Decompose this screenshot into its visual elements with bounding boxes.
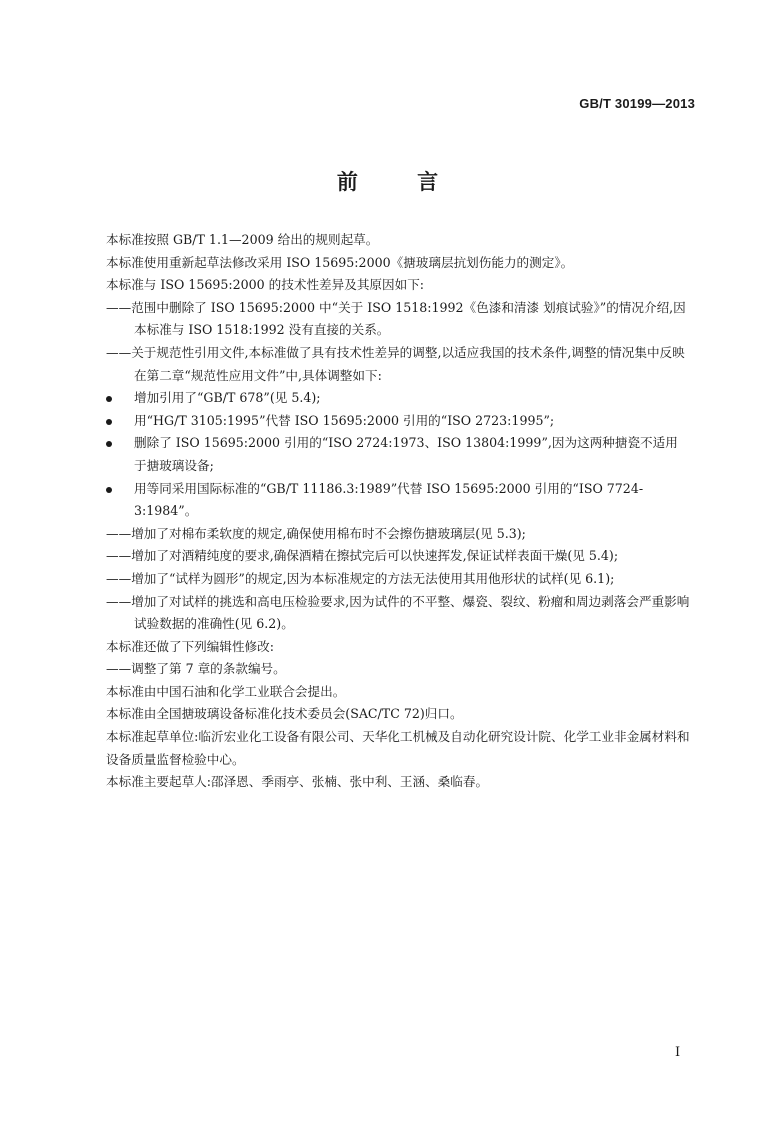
dash-item-alcohol-purity: ——增加了对酒精纯度的要求,确保酒精在擦拭完后可以快速挥发,保证试样表面干燥(见 5.4); [106, 548, 619, 564]
bullet-item [106, 387, 690, 410]
bullet-text: 用“HG/T 3105:1995”代替 ISO 15695:2000 引用的“ISO 2723:1995”; [134, 412, 555, 428]
bullet-text: 删除了 ISO 15695:2000 引用的“ISO 2724:1973、ISO 13804:1999”,因为这两种搪瓷不适用于搪玻璃设备; [134, 435, 678, 473]
document-body [106, 229, 690, 794]
bullet-dot-icon [106, 419, 112, 425]
paragraph-drafting-rules: 本标准按照 GB/T 1.1—2009 给出的规则起草。 [106, 232, 379, 247]
bullet-dot-icon [106, 487, 112, 493]
bullet-item [106, 410, 690, 433]
bullet-dot-icon [106, 396, 112, 402]
paragraph-proposer: 本标准由中国石油和化学工业联合会提出。 [106, 683, 346, 699]
paragraph-drafting-units: 本标准起草单位:临沂宏业化工设备有限公司、天华化工机械及自动化研究设计院、化学工业非金属材料和设备质量监督检验中心。 [106, 729, 690, 767]
dash-item-scope: ——范围中删除了 ISO 15695:2000 中“关于 ISO 1518:1992《色漆和清漆 划痕试验》”的情况介绍,因本标准与 ISO 1518:1992 没有直接的关系。 [106, 299, 686, 338]
bullet-text: 增加引用了“GB/T 678”(见 5.4); [134, 390, 321, 406]
paragraph-drafters: 本标准主要起草人:邵泽恩、季雨亭、张楠、张中利、王涵、桑临春。 [106, 774, 489, 790]
paragraph-editorial-changes: 本标准还做了下列编辑性修改: [106, 638, 274, 654]
standard-code: GB/T 30199—2013 [579, 96, 695, 111]
bullet-dot-icon [106, 441, 112, 447]
paragraph-adoption: 本标准使用重新起草法修改采用 ISO 15695:2000《搪玻璃层抗划伤能力的测定》。 [106, 254, 574, 270]
dash-item-normative-references: ——关于规范性引用文件,本标准做了具有技术性差异的调整,以适应我国的技术条件,调整的情况集中反映在第二章“规范性应用文件”中,具体调整如下: [106, 344, 685, 383]
dash-item-specimen-shape: ——增加了“试样为圆形”的规定,因为本标准规定的方法无法使用其用他形状的试样(见 6.1); [106, 570, 615, 586]
dash-item-specimen-selection: ——增加了对试样的挑选和高电压检验要求,因为试件的不平整、爆瓷、裂纹、粉瘤和周边剥落会严重影响试验数据的准确性(见 6.2)。 [106, 593, 690, 632]
bullet-text: 用等同采用国际标准的“GB/T 11186.3:1989”代替 ISO 15695:2000 引用的“ISO 7724-3:1984”。 [134, 480, 644, 519]
bullet-item [106, 432, 690, 477]
page-title: 前 言 [336, 170, 465, 194]
page-number: I [675, 1045, 681, 1060]
paragraph-technical-committee: 本标准由全国搪玻璃设备标准化技术委员会(SAC/TC 72)归口。 [106, 706, 463, 722]
dash-item-cotton-cloth: ——增加了对棉布柔软度的规定,确保使用棉布时不会擦伤搪玻璃层(见 5.3); [106, 525, 526, 541]
paragraph-differences-intro: 本标准与 ISO 15695:2000 的技术性差异及其原因如下: [106, 277, 425, 293]
dash-item-clause-numbering: ——调整了第 7 章的条款编号。 [106, 661, 286, 677]
bullet-item [106, 478, 690, 523]
